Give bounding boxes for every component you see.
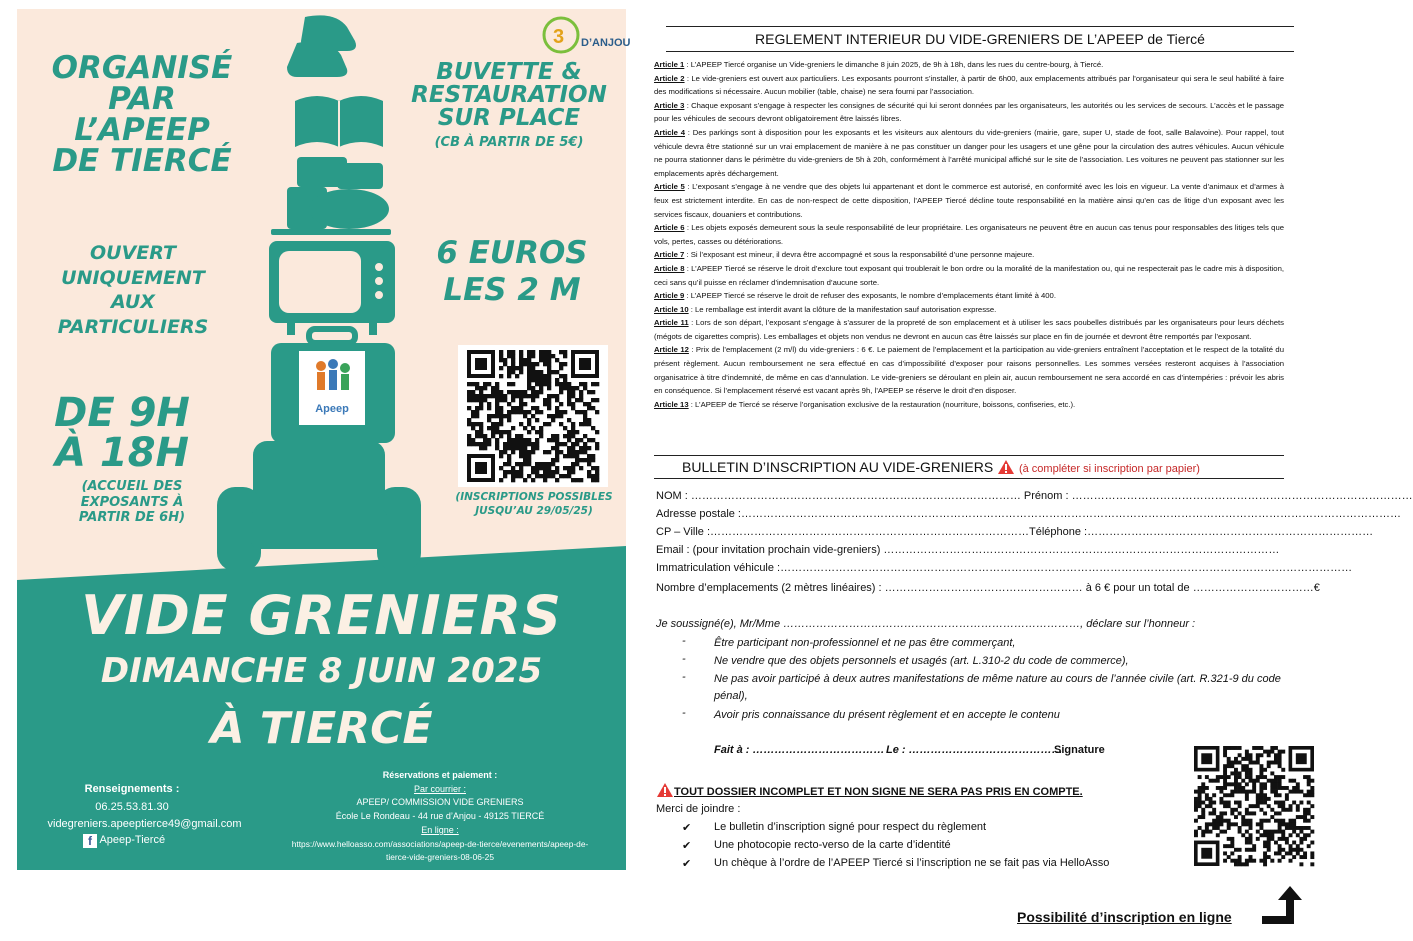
article-text: : Des parkings sont à disposition pour les exposants et les visiteurs aux alentours du vide-greniers (mairie, gare, super U, stade de foot, salle Balavoine). Pour rappel, tout véhicule devra être stationné sur un vrai emplacement de manière à ne pas constituer un danger pour les usagers et une gêne pour la circulation des autres véhicules. Aucun véhicule ne pourra stationner dans le périmètre du vide-greniers de 5h à 20h, conformément à l’arrêté municipal affiché sur le site de l’association. Les voitures ne peuvent pas stationner sur les emplacements après déchargement. [654, 127, 1284, 178]
rule-article [654, 398, 1284, 412]
field-email[interactable]: Email : (pour invitation prochain vide-greniers) ……………………………………………………………………………………………… [656, 544, 1280, 556]
apeep-figures-icon [299, 352, 365, 398]
rule-article [654, 99, 1284, 126]
qr-code-icon [1189, 741, 1319, 871]
cups-icon [271, 157, 391, 235]
organise-line: PAR [108, 81, 176, 117]
contact-email[interactable]: videgreniers.apeeptierce49@gmail.com [47, 818, 242, 830]
rule-article [654, 180, 1284, 221]
article-label: Article 2 [654, 73, 685, 83]
3d-anjou-logo [541, 15, 631, 55]
online-registration-link[interactable]: Possibilité d’inscription en ligne [1017, 909, 1232, 925]
list-item: - Être participant non-professionnel et ne pas être commerçant, [682, 635, 1282, 653]
buvette-line: BUVETTE & [436, 59, 582, 85]
article-label: Article 13 [654, 399, 689, 409]
declaration: Je soussigné(e), Mr/Mme ………………………………………………………………………, déclare sur l’honneur : [656, 618, 1196, 630]
article-text: : Les objets exposés demeurent sous la seule responsabilité de leur propriétaire. Les organisateurs ne peuvent être en aucun cas tenus pour responsables des litiges tels que vols, pertes, casses ou détériorations. [654, 223, 1284, 246]
accueil-line: (ACCUEIL DES [81, 479, 183, 494]
rule-article [654, 248, 1284, 262]
article-label: Article 11 [654, 318, 689, 328]
bulletin-note: (à compléter si inscription par papier) [1018, 463, 1200, 475]
qr-code-registration[interactable] [1189, 741, 1319, 871]
prix-block [427, 235, 597, 309]
accueil-line: EXPOSANTS À [80, 494, 184, 510]
article-text: : L’exposant s’engage à ne vendre que des objets lui appartenant et dont le commerce est autorisé, en conformité avec les lois en vigueur. La vente d’animaux et d’armes à feux est strictement interdite. En cas de non-respect de cette disposition, l’APEEP Tiercé décline toute responsabilité en la matière ainsi qu’en cas de litige d’un exposant avec les services fiscaux, douaniers et contributions. [654, 182, 1284, 219]
buvette-line: SUR PLACE [437, 105, 581, 131]
bulletin-header [654, 455, 1284, 479]
article-label: Article 7 [654, 250, 685, 260]
check-text: Une photocopie recto-verso de la carte d’identité [714, 839, 951, 851]
warning-icon [656, 782, 674, 798]
3d-logo-text: D’ANJOU [581, 37, 631, 49]
rule-article [654, 221, 1284, 248]
organise-line: L’APEEP [74, 112, 210, 148]
courrier-label: Par courrier : [413, 784, 466, 794]
article-text: : Prix de l’emplacement (2 m/l) du vide-greniers : 6 €. Le paiement de l’emplacement et la participation au vide-greniers entraînent l’acceptation et le respect de la totalité du présent règlement. Aucun remboursement ne sera effectué en cas d’impossibilité d’exposer pour raisons personnelles. Les sommes versées resteront acquises à l’association organisatrice à titre d’indemnité, de même en cas d’annulation. Le vide-greniers se déroulant en plein air, aucun remboursement ne sera accordé en cas d’intempéries : prévoir les abris en conséquence. Si l’emplacement réservé est vacant après 9h, l’APEEP se réserve le droit d’en disposer. [654, 345, 1284, 396]
rules-articles [654, 58, 1284, 411]
rule-article [654, 289, 1284, 303]
check-icon: ✔ [682, 840, 692, 852]
field-nom[interactable]: NOM : ……………………………………………………………………………… Prénom : ………………………………………………………………………………… [656, 490, 1413, 502]
bullet-text: Ne pas avoir participé à deux autres manifestations de même nature au cours de l’année civile (art. R.321-9 du code pénal), [714, 673, 1281, 702]
rule-article [654, 58, 1284, 72]
article-label: Article 4 [654, 127, 685, 137]
tv-icon [269, 241, 395, 335]
prix-line: 6 EUROS [436, 235, 588, 271]
rule-article [654, 72, 1284, 99]
ouvert-line: OUVERT [89, 242, 176, 264]
le-date-field[interactable]: Le : …………………………………… [886, 744, 1063, 756]
courrier-line-2: École Le Rondeau - 44 rue d’Anjou - 49125 TIERCÉ [335, 811, 545, 821]
article-text: : L’APEEP Tiercé se réserve le droit d’exclure tout exposant qui troublerait le bon ordre ou la moralité de la manifestation ou, qui ne respecterait pas le cadre mis à disposition, ceci sans qu’il puisse en réclamer d’indemnisation d’aucune sorte. [654, 263, 1284, 287]
buvette-note: (CB À PARTIR DE 5€) [434, 135, 584, 150]
article-text: : Le remballage est interdit avant la clôture de la manifestation sauf autorisation expresse. [688, 304, 997, 314]
armchair-icon [217, 441, 421, 583]
helloasso-url-2[interactable]: tierce-vide-greniers-08-06-25 [386, 852, 494, 862]
apeep-logo [299, 352, 365, 424]
article-text: : L’APEEP de Tiercé se réserve l’organisation exclusive de la restauration (nourriture, boissons, confiseries, etc.). [688, 399, 1076, 409]
horaires-block [47, 390, 197, 476]
phone-number[interactable]: 06.25.53.81.30 [95, 801, 169, 813]
article-text: : L’APEEP Tiercé se réserve le droit de refuser des exposants, le nombre d’emplacements étant limité à 400. [684, 291, 1056, 301]
apeep-logo-text: Apeep [315, 403, 349, 415]
inscriptions-block [449, 491, 619, 518]
article-label: Article 8 [654, 263, 685, 273]
article-text: : L’APEEP Tiercé organise un Vide-greniers le dimanche 8 juin 2025, de 9h à 18h, dans les rues du centre-bourg, à Tiercé. [684, 60, 1104, 69]
rule-article [654, 343, 1284, 397]
article-label: Article 3 [654, 100, 685, 110]
list-item: - Avoir pris connaissance du présent règlement et en accepte le contenu [682, 707, 1282, 725]
organise-block [47, 50, 237, 179]
fait-a-field[interactable]: Fait à : ……………………………… [714, 744, 885, 756]
check-icon: ✔ [682, 858, 692, 870]
bullet-text: Avoir pris connaissance du présent règlement et en accepte le contenu [714, 709, 1060, 721]
facebook-icon: f [83, 834, 97, 848]
list-item [682, 857, 1110, 870]
list-item: - Ne pas avoir participé à deux autres manifestations de même nature au cours de l’année civile (art. R.321-9 du code pénal), [682, 671, 1282, 707]
field-cp-ville[interactable]: CP – Ville :……………………………………………………………………………Téléphone :…………………………………………………………………… [656, 526, 1374, 538]
rule-article [654, 126, 1284, 180]
reservations-title: Réservations et paiement : [382, 770, 498, 780]
check-text: Le bulletin d’inscription signé pour respect du règlement [714, 821, 987, 833]
field-adresse[interactable]: Adresse postale :……………………………………………………………………………………………………………………………………………………………… [656, 508, 1401, 520]
incomplete-warning [656, 782, 1083, 798]
qr-code-icon [458, 345, 608, 487]
accueil-line: PARTIR DE 6H) [78, 510, 186, 526]
bullet-text: Être participant non-professionnel et ne pas être commerçant, [714, 637, 1016, 649]
poster [17, 9, 631, 870]
list-item [682, 839, 951, 852]
arrow-up-icon [1260, 884, 1304, 928]
shoes-icon [287, 15, 356, 77]
article-text: : Le vide-greniers est ouvert aux particuliers. Les exposants pourront s’installer, à partir de 6h00, aux emplacements attribués par l’organisateur qui sera le seul habilité à faire des modifications si nécessaire. Aucun mobilier (table, chaise) ne sera fourni par l’association. [654, 73, 1284, 97]
ouvert-line: PARTICULIERS [57, 316, 209, 339]
buvette-line: RESTAURATION [411, 82, 607, 108]
enligne-label: En ligne : [421, 825, 459, 835]
inscriptions-line: (INSCRIPTIONS POSSIBLES [455, 491, 613, 503]
qr-code-poster[interactable] [458, 345, 608, 487]
field-immatriculation[interactable]: Immatriculation véhicule :………………………………………………………………………………………………………………………………………… [656, 562, 1353, 574]
3d-logo-icon [541, 15, 581, 55]
ouvert-line: AUX [111, 291, 155, 314]
warning-icon [997, 459, 1015, 475]
horaires-line: DE 9H [54, 390, 190, 436]
buvette-block [409, 61, 609, 149]
rule-article [654, 303, 1284, 317]
rules-title: REGLEMENT INTERIEUR DU VIDE-GRENIERS DE L’APEEP de Tiercé [666, 26, 1294, 52]
bulletin-title: BULLETIN D’INSCRIPTION AU VIDE-GRENIERS [682, 459, 994, 475]
renseignements-title: Renseignements : [84, 783, 180, 795]
rule-article [654, 262, 1284, 289]
helloasso-url-1[interactable]: https://www.helloasso.com/associations/apeep-de-tierce/evenements/apeep-de- [291, 839, 589, 849]
article-label: Article 6 [654, 223, 685, 233]
inscriptions-line: JUSQU’AU 29/05/25) [475, 504, 593, 517]
ouvert-line: UNIQUEMENT [61, 266, 205, 289]
organise-line: DE TIERCÉ [52, 143, 232, 179]
facebook-label: Apeep-Tiercé [99, 834, 166, 846]
list-item [682, 821, 987, 834]
facebook-link[interactable] [83, 834, 203, 848]
headline-place: À TIERCÉ [210, 703, 433, 754]
check-text: Un chèque à l’ordre de l’APEEP Tiercé si l’inscription ne se fait pas via HelloAsso [714, 857, 1110, 869]
article-label: Article 5 [654, 182, 685, 192]
headline-date: DIMANCHE 8 JUIN 2025 [100, 651, 543, 691]
accueil-block [57, 479, 207, 526]
prix-line: LES 2 M [443, 272, 581, 309]
article-text: : Chaque exposant s’engage à respecter les consignes de sécurité qui lui seront données par les organisateurs, les autorités ou les services de secours. L’accès et le passage pour les véhicules de secours devront obligatoirement être laissés libres. [654, 100, 1284, 124]
organise-line: ORGANISÉ [51, 50, 233, 86]
courrier-line-1: APEEP/ COMMISSION VIDE GRENIERS [356, 797, 524, 807]
ouvert-block [53, 241, 213, 340]
joindre-label: Merci de joindre : [656, 803, 741, 815]
field-nombre-emplacements[interactable]: Nombre d’emplacements (2 mètres linéaires) : ……………………………………………… à 6 € pour un total de ……………………………€ [656, 582, 1320, 594]
rule-article [654, 316, 1284, 343]
signature-label: Signature [1054, 744, 1105, 756]
article-text: : Si l’exposant est mineur, il devra être accompagné et sous la responsabilité d’une personne majeure. [684, 250, 1035, 260]
article-text: : Lors de son départ, l’exposant s’engage à s’assurer de la propreté de son emplacement et à utiliser les sacs poubelles distribués par les organisateurs pour leurs déchets (mégots de cigarettes compris). Les emballages et objets non vendus ne devront en aucun cas être laissés sur place en fin de journée et devront être remportés par l’exposant. [654, 318, 1284, 341]
list-item: - Ne vendre que des objets personnels et usagés (art. L.310-2 du code de commerce), [682, 653, 1282, 671]
check-icon: ✔ [682, 822, 692, 834]
article-label: Article 12 [654, 345, 689, 355]
svg-text:3: 3 [553, 26, 565, 48]
article-label: Article 9 [654, 291, 685, 301]
bullet-text: Ne vendre que des objets personnels et usagés (art. L.310-2 du code de commerce), [714, 655, 1129, 667]
warning-text: TOUT DOSSIER INCOMPLET ET NON SIGNE NE SERA PAS PRIS EN COMPTE. [674, 786, 1083, 798]
headline-vide-greniers: VIDE GRENIERS [81, 584, 562, 647]
article-label: Article 10 [654, 304, 689, 314]
article-label: Article 1 [654, 60, 685, 69]
horaires-line: À 18H [54, 430, 190, 476]
